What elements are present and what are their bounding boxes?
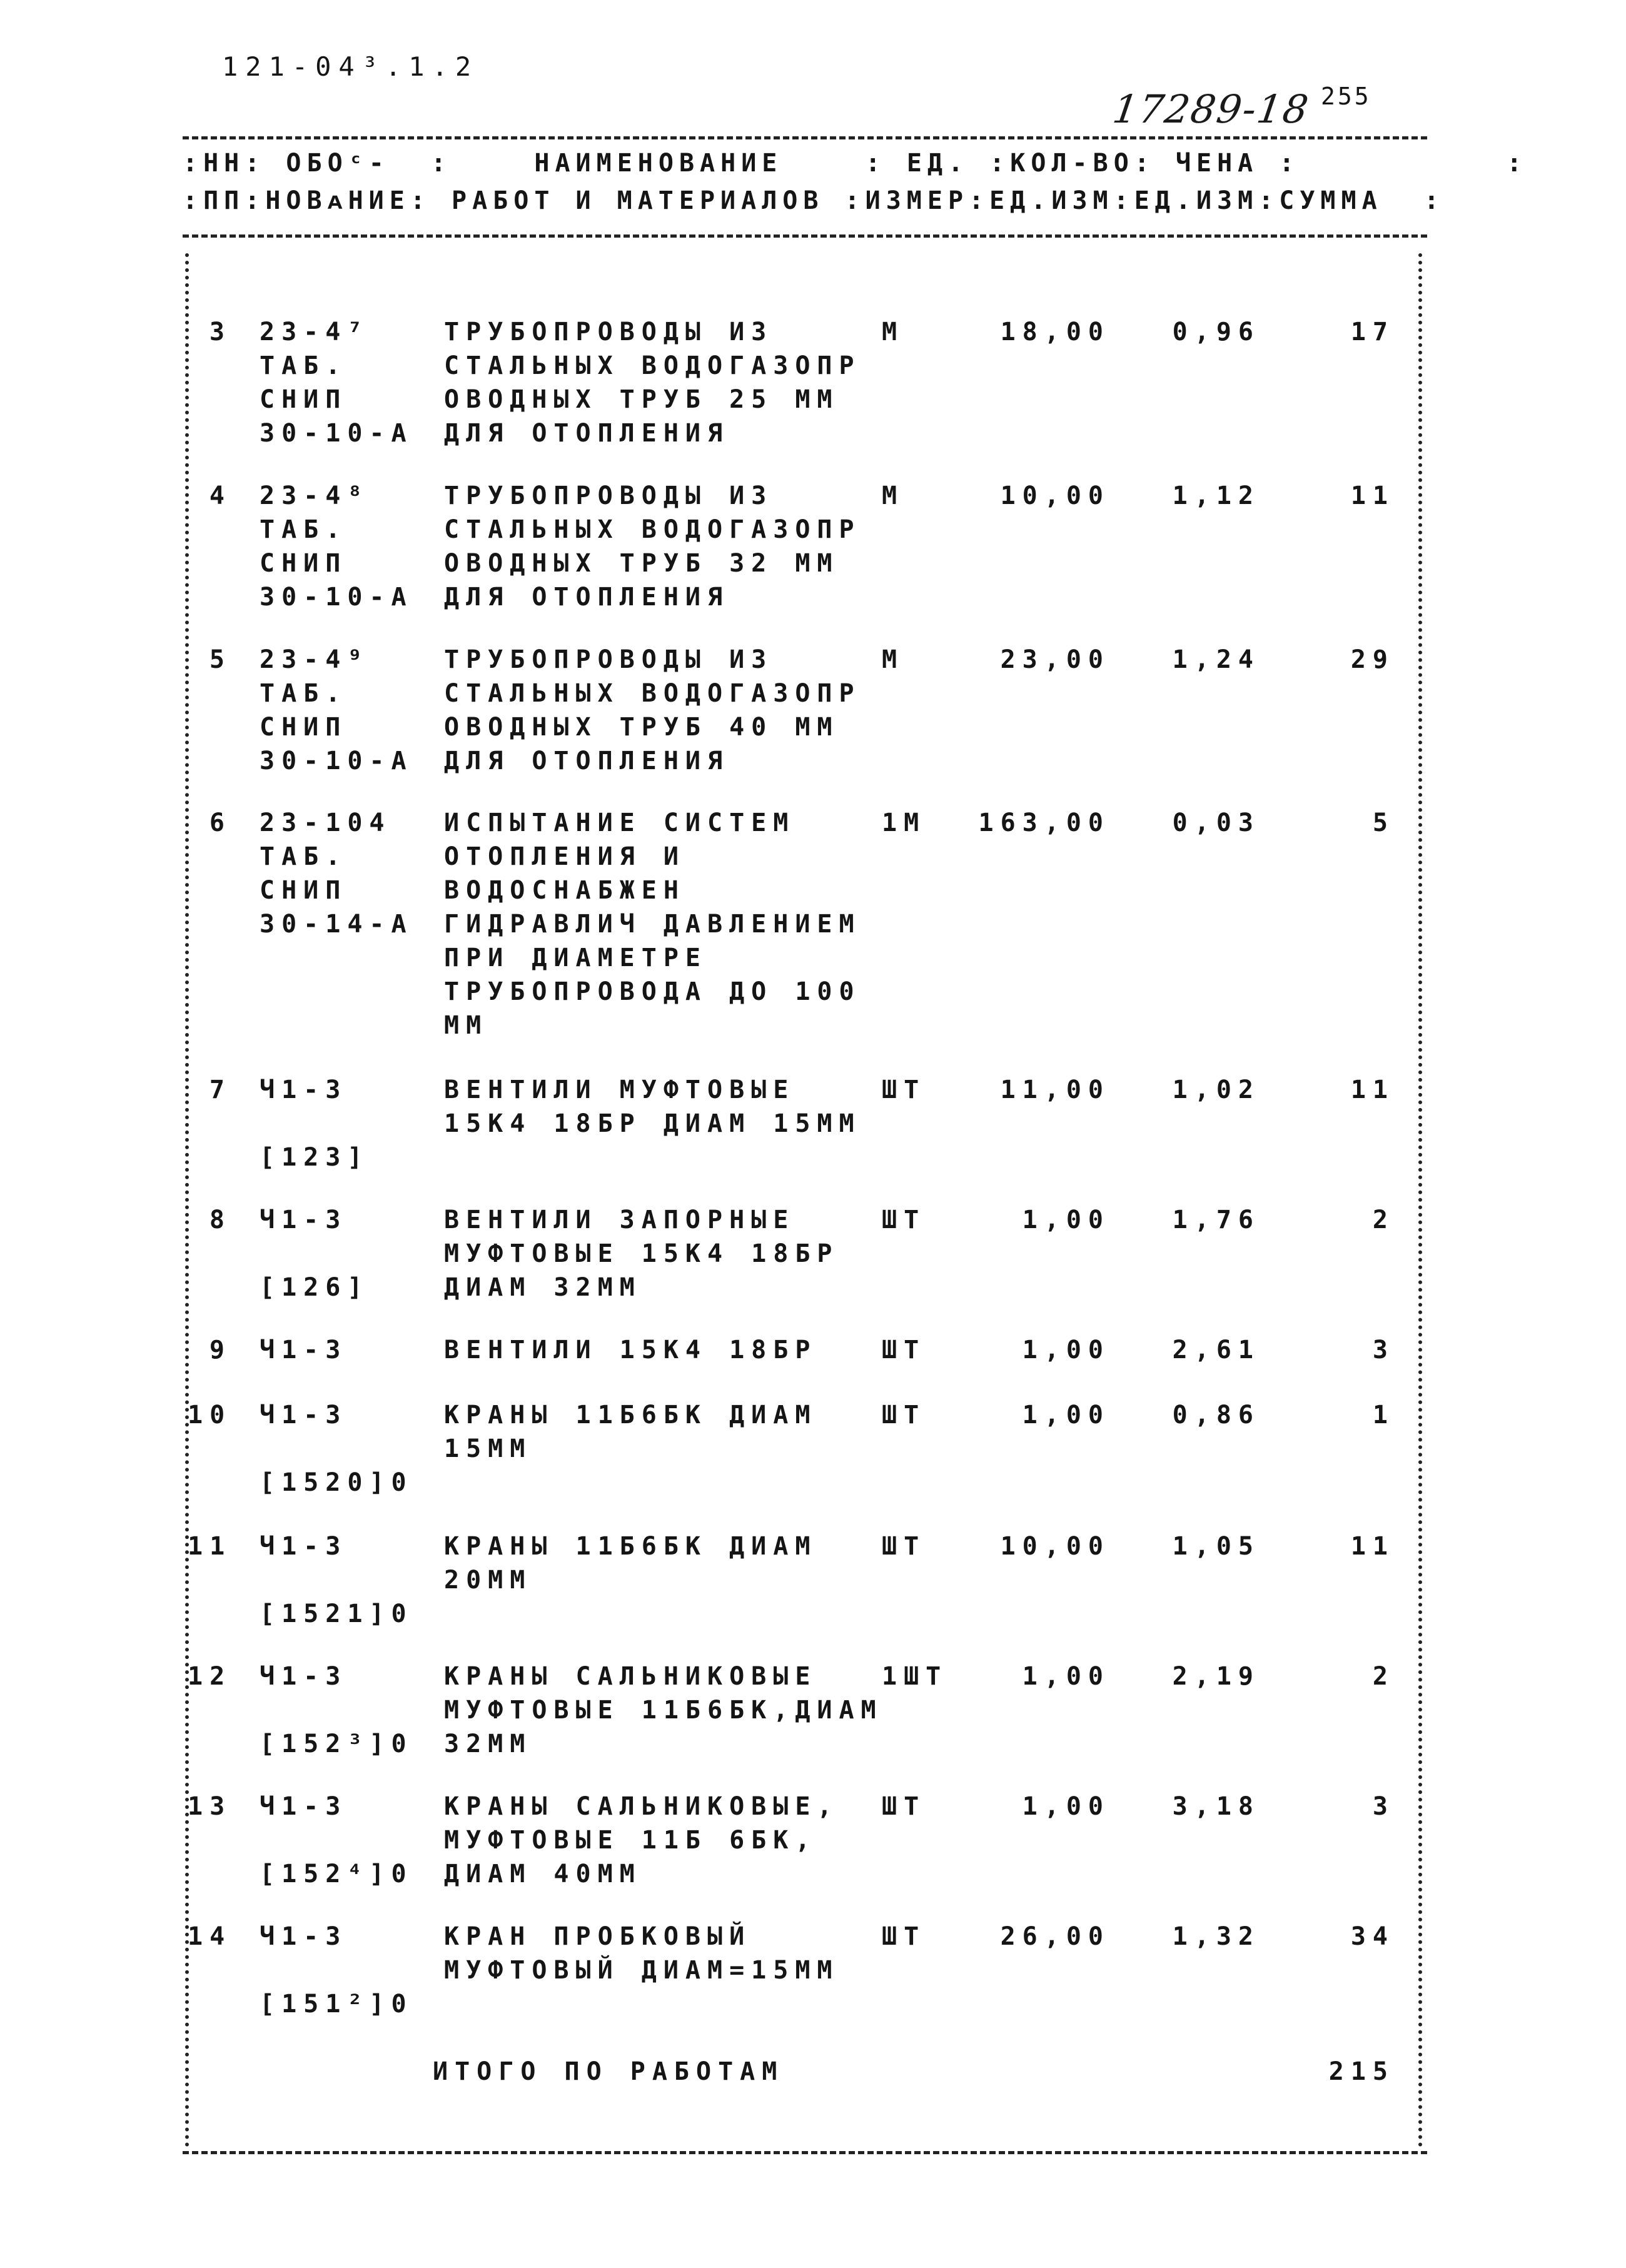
work-name-line: ДИАМ 32ММ — [444, 1273, 642, 1302]
quantity-cell: 1,00 — [1022, 1662, 1110, 1691]
work-name-line: КРАНЫ 11Б6БК ДИАМ — [444, 1401, 817, 1429]
work-name-line: ММ — [444, 1011, 488, 1040]
quantity-cell: 10,00 — [1000, 1532, 1110, 1561]
work-name-line: МУФТОВЫЕ 11Б 6БК, — [444, 1826, 817, 1855]
work-name-line: ДЛЯ ОТОПЛЕНИЯ — [444, 583, 730, 612]
basis-code-line: Ч1-3 — [260, 1532, 348, 1561]
basis-code-line: [1520]0 — [260, 1468, 413, 1497]
row-number: 11 — [188, 1532, 232, 1561]
quantity-cell: 18,00 — [1000, 318, 1110, 346]
quantity-cell: 11,00 — [1000, 1076, 1110, 1104]
basis-code-line: [126] — [260, 1273, 370, 1302]
total-label: ИТОГО ПО РАБОТАМ — [433, 2057, 784, 2086]
basis-code-line: [151²]0 — [260, 1990, 413, 2019]
work-name-line: 15К4 18БР ДИАМ 15ММ — [444, 1109, 861, 1138]
total-sum: 215 — [1328, 2057, 1395, 2086]
work-name-line: ОВОДНЫХ ТРУБ 32 ММ — [444, 549, 839, 578]
basis-code-line: СНИП — [260, 385, 348, 414]
basis-code-line: 30-10-А — [260, 583, 413, 612]
basis-code-line: 23-4⁷ — [260, 318, 370, 346]
unit-price-cell: 1,02 — [1172, 1076, 1260, 1104]
work-name-line: ВЕНТИЛИ 15К4 18БР — [444, 1336, 817, 1364]
unit-price-cell: 1,76 — [1172, 1206, 1260, 1234]
unit-price-cell: 0,86 — [1172, 1401, 1260, 1429]
left-dotted-border — [185, 253, 189, 2148]
basis-code-line: ТАБ. — [260, 515, 348, 544]
unit-cell: ШТ — [882, 1792, 926, 1821]
work-name-line: ИСПЫТАНИЕ СИСТЕМ — [444, 809, 795, 837]
sum-cell: 3 — [1372, 1792, 1395, 1821]
basis-code-line: [123] — [260, 1143, 370, 1172]
top-dashed-rule — [183, 136, 1427, 139]
basis-code-line: Ч1-3 — [260, 1922, 348, 1951]
work-name-line: КРАН ПРОБКОВЫЙ — [444, 1922, 752, 1951]
sum-cell: 11 — [1350, 1076, 1395, 1104]
quantity-cell: 1,00 — [1022, 1792, 1110, 1821]
row-number: 10 — [188, 1401, 232, 1429]
work-name-line: ГИДРАВЛИЧ ДАВЛЕНИЕМ — [444, 910, 861, 939]
row-number: 8 — [209, 1206, 231, 1234]
unit-price-cell: 1,32 — [1172, 1922, 1260, 1951]
basis-code-line: 23-104 — [260, 809, 391, 837]
quantity-cell: 1,00 — [1022, 1336, 1110, 1364]
row-number: 14 — [188, 1922, 232, 1951]
work-name-line: ПРИ ДИАМЕТРЕ — [444, 944, 707, 972]
quantity-cell: 10,00 — [1000, 481, 1110, 510]
basis-code-line: Ч1-3 — [260, 1401, 348, 1429]
basis-code-line: [152⁴]0 — [260, 1860, 413, 1888]
basis-code-line: Ч1-3 — [260, 1206, 348, 1234]
work-name-line: ОВОДНЫХ ТРУБ 25 ММ — [444, 385, 839, 414]
unit-cell: М — [882, 481, 904, 510]
sum-cell: 17 — [1350, 318, 1395, 346]
work-name-line: МУФТОВЫЕ 11Б6БК,ДИАМ — [444, 1696, 883, 1725]
work-name-line: ТРУБОПРОВОДЫ ИЗ — [444, 645, 774, 674]
row-number: 7 — [209, 1076, 231, 1104]
basis-code-line: Ч1-3 — [260, 1336, 348, 1364]
sum-cell: 2 — [1372, 1206, 1395, 1234]
page-number: 255 — [1321, 83, 1371, 110]
work-name-line: КРАНЫ САЛЬНИКОВЫЕ — [444, 1662, 817, 1691]
work-name-line: ТРУБОПРОВОДЫ ИЗ — [444, 481, 774, 510]
work-name-line: ДИАМ 40ММ — [444, 1860, 642, 1888]
basis-code-line: Ч1-3 — [260, 1792, 348, 1821]
row-number: 12 — [188, 1662, 232, 1691]
work-name-line: 32ММ — [444, 1730, 532, 1758]
reference-number: 17289-18 — [1109, 86, 1313, 132]
unit-cell: М — [882, 318, 904, 346]
unit-price-cell: 0,96 — [1172, 318, 1260, 346]
unit-price-cell: 0,03 — [1172, 809, 1260, 837]
sum-cell: 3 — [1372, 1336, 1395, 1364]
basis-code-line: СНИП — [260, 713, 348, 742]
work-name-line: ВЕНТИЛИ МУФТОВЫЕ — [444, 1076, 795, 1104]
unit-cell: ШТ — [882, 1336, 926, 1364]
work-name-line: ВОДОСНАБЖЕН — [444, 876, 685, 905]
work-name-line: ОВОДНЫХ ТРУБ 40 ММ — [444, 713, 839, 742]
header-dashed-rule — [183, 234, 1427, 238]
sum-cell: 34 — [1350, 1922, 1395, 1951]
row-number: 6 — [209, 809, 231, 837]
sum-cell: 11 — [1350, 481, 1395, 510]
basis-code-line: [152³]0 — [260, 1730, 413, 1758]
unit-cell: 1ШТ — [882, 1662, 948, 1691]
sum-cell: 2 — [1372, 1662, 1395, 1691]
right-dotted-border — [1418, 253, 1422, 2148]
basis-code-line: ТАБ. — [260, 842, 348, 871]
basis-code-line: Ч1-3 — [260, 1076, 348, 1104]
row-number: 5 — [209, 645, 231, 674]
unit-cell: ШТ — [882, 1532, 926, 1561]
basis-code-line: 23-4⁹ — [260, 645, 370, 674]
unit-price-cell: 1,05 — [1172, 1532, 1260, 1561]
work-name-line: КРАНЫ 11Б6БК ДИАМ — [444, 1532, 817, 1561]
unit-cell: ШТ — [882, 1076, 926, 1104]
unit-cell: 1М — [882, 809, 926, 837]
basis-code-line: 30-10-А — [260, 747, 413, 775]
basis-code-line: СНИП — [260, 876, 348, 905]
work-name-line: СТАЛЬНЫХ ВОДОГАЗОПР — [444, 515, 861, 544]
basis-code-line: 30-10-А — [260, 419, 413, 448]
quantity-cell: 26,00 — [1000, 1922, 1110, 1951]
header-line-2: :ПП:НОВᴀНИЕ: РАБОТ И МАТЕРИАЛОВ :ИЗМЕР:ЕД.ИЗМ:ЕД.ИЗМ:СУММА : — [183, 186, 1445, 215]
header-line-1: :НН: ОБОᶜ- : НАИМЕНОВАНИЕ : ЕД. :КОЛ-ВО: ЧЕНА : : — [183, 149, 1528, 178]
row-number: 13 — [188, 1792, 232, 1821]
work-name-line: ТРУБОПРОВОДЫ ИЗ — [444, 318, 774, 346]
basis-code-line: 30-14-А — [260, 910, 413, 939]
basis-code-line: ТАБ. — [260, 351, 348, 380]
unit-cell: ШТ — [882, 1922, 926, 1951]
work-name-line: СТАЛЬНЫХ ВОДОГАЗОПР — [444, 351, 861, 380]
row-number: 4 — [209, 481, 231, 510]
basis-code-line: 23-4⁸ — [260, 481, 370, 510]
quantity-cell: 23,00 — [1000, 645, 1110, 674]
document-code: 121-04³.1.2 — [222, 51, 479, 82]
unit-price-cell: 1,24 — [1172, 645, 1260, 674]
quantity-cell: 1,00 — [1022, 1401, 1110, 1429]
row-number: 3 — [209, 318, 231, 346]
basis-code-line: [1521]0 — [260, 1600, 413, 1628]
work-name-line: ДЛЯ ОТОПЛЕНИЯ — [444, 747, 730, 775]
sum-cell: 29 — [1350, 645, 1395, 674]
work-name-line: ТРУБОПРОВОДА ДО 100 — [444, 977, 861, 1006]
basis-code-line: СНИП — [260, 549, 348, 578]
unit-price-cell: 3,18 — [1172, 1792, 1260, 1821]
work-name-line: МУФТОВЫЕ 15К4 18БР — [444, 1239, 839, 1268]
work-name-line: ВЕНТИЛИ ЗАПОРНЫЕ — [444, 1206, 795, 1234]
unit-cell: М — [882, 645, 904, 674]
sum-cell: 1 — [1372, 1401, 1395, 1429]
bottom-dashed-rule — [183, 2151, 1427, 2154]
unit-cell: ШТ — [882, 1401, 926, 1429]
unit-price-cell: 1,12 — [1172, 481, 1260, 510]
work-name-line: КРАНЫ САЛЬНИКОВЫЕ, — [444, 1792, 839, 1821]
basis-code-line: ТАБ. — [260, 679, 348, 708]
unit-cell: ШТ — [882, 1206, 926, 1234]
quantity-cell: 163,00 — [978, 809, 1110, 837]
work-name-line: 20ММ — [444, 1566, 532, 1595]
unit-price-cell: 2,61 — [1172, 1336, 1260, 1364]
work-name-line: ДЛЯ ОТОПЛЕНИЯ — [444, 419, 730, 448]
row-number: 9 — [209, 1336, 231, 1364]
sum-cell: 11 — [1350, 1532, 1395, 1561]
work-name-line: СТАЛЬНЫХ ВОДОГАЗОПР — [444, 679, 861, 708]
work-name-line: МУФТОВЫЙ ДИАМ=15ММ — [444, 1956, 839, 1985]
sum-cell: 5 — [1372, 809, 1395, 837]
quantity-cell: 1,00 — [1022, 1206, 1110, 1234]
work-name-line: ОТОПЛЕНИЯ И — [444, 842, 685, 871]
basis-code-line: Ч1-3 — [260, 1662, 348, 1691]
work-name-line: 15ММ — [444, 1434, 532, 1463]
unit-price-cell: 2,19 — [1172, 1662, 1260, 1691]
